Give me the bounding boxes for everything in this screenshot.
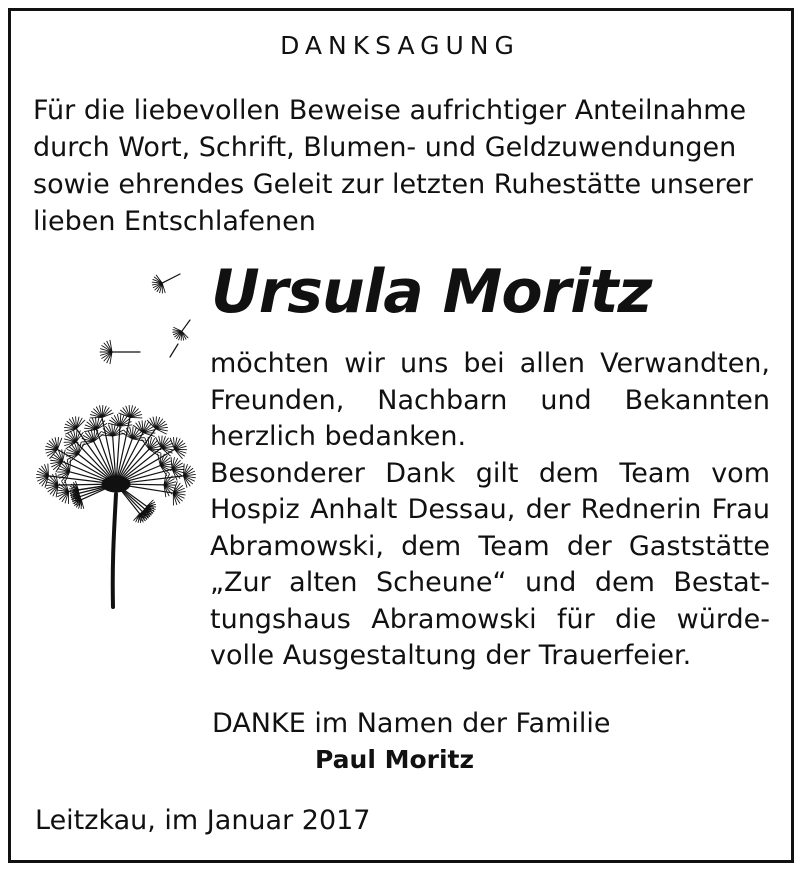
place-date: Leitzkau, im Januar 2017 — [35, 805, 371, 836]
thanks-line: „Zur alten Scheune“ und dem Bestat- — [210, 567, 770, 598]
thanks-line: Freunden, Nachbarn und Bekannten — [210, 384, 770, 416]
thanks-line: tungshaus Abramowski für die würde- — [210, 603, 770, 635]
thanks-line: Hospiz Anhalt Dessau, der Rednerin Frau — [210, 494, 770, 525]
notice-heading: DANKSAGUNG — [280, 31, 520, 60]
thanks-line: Besonderer Dank gilt dem Team vom — [210, 457, 770, 489]
dandelion-icon — [20, 262, 210, 612]
thanks-text — [210, 346, 770, 675]
signer-name: Paul Moritz — [315, 745, 475, 774]
thanks-line: Abramowski, dem Team der Gaststätte — [210, 530, 770, 562]
intro-text — [33, 92, 773, 240]
intro-line: sowie ehrendes Geleit zur letzten Ruhestätte unserer — [33, 169, 753, 200]
thanks-line: möchten wir uns bei allen Verwandten, — [210, 348, 770, 379]
thanks-line: herzlich bedanken. — [210, 421, 467, 452]
intro-line: durch Wort, Schrift, Blumen- und Geldzuwendungen — [33, 132, 737, 163]
deceased-name: Ursula Moritz — [211, 257, 652, 327]
thanks-line: volle Ausgestaltung der Trauerfeier. — [210, 640, 692, 671]
intro-line: Für die liebevollen Beweise aufrichtiger Anteilnahme — [33, 95, 747, 126]
intro-line: lieben Entschlafenen — [33, 206, 316, 237]
closing-line: DANKE im Namen der Familie — [212, 708, 611, 739]
